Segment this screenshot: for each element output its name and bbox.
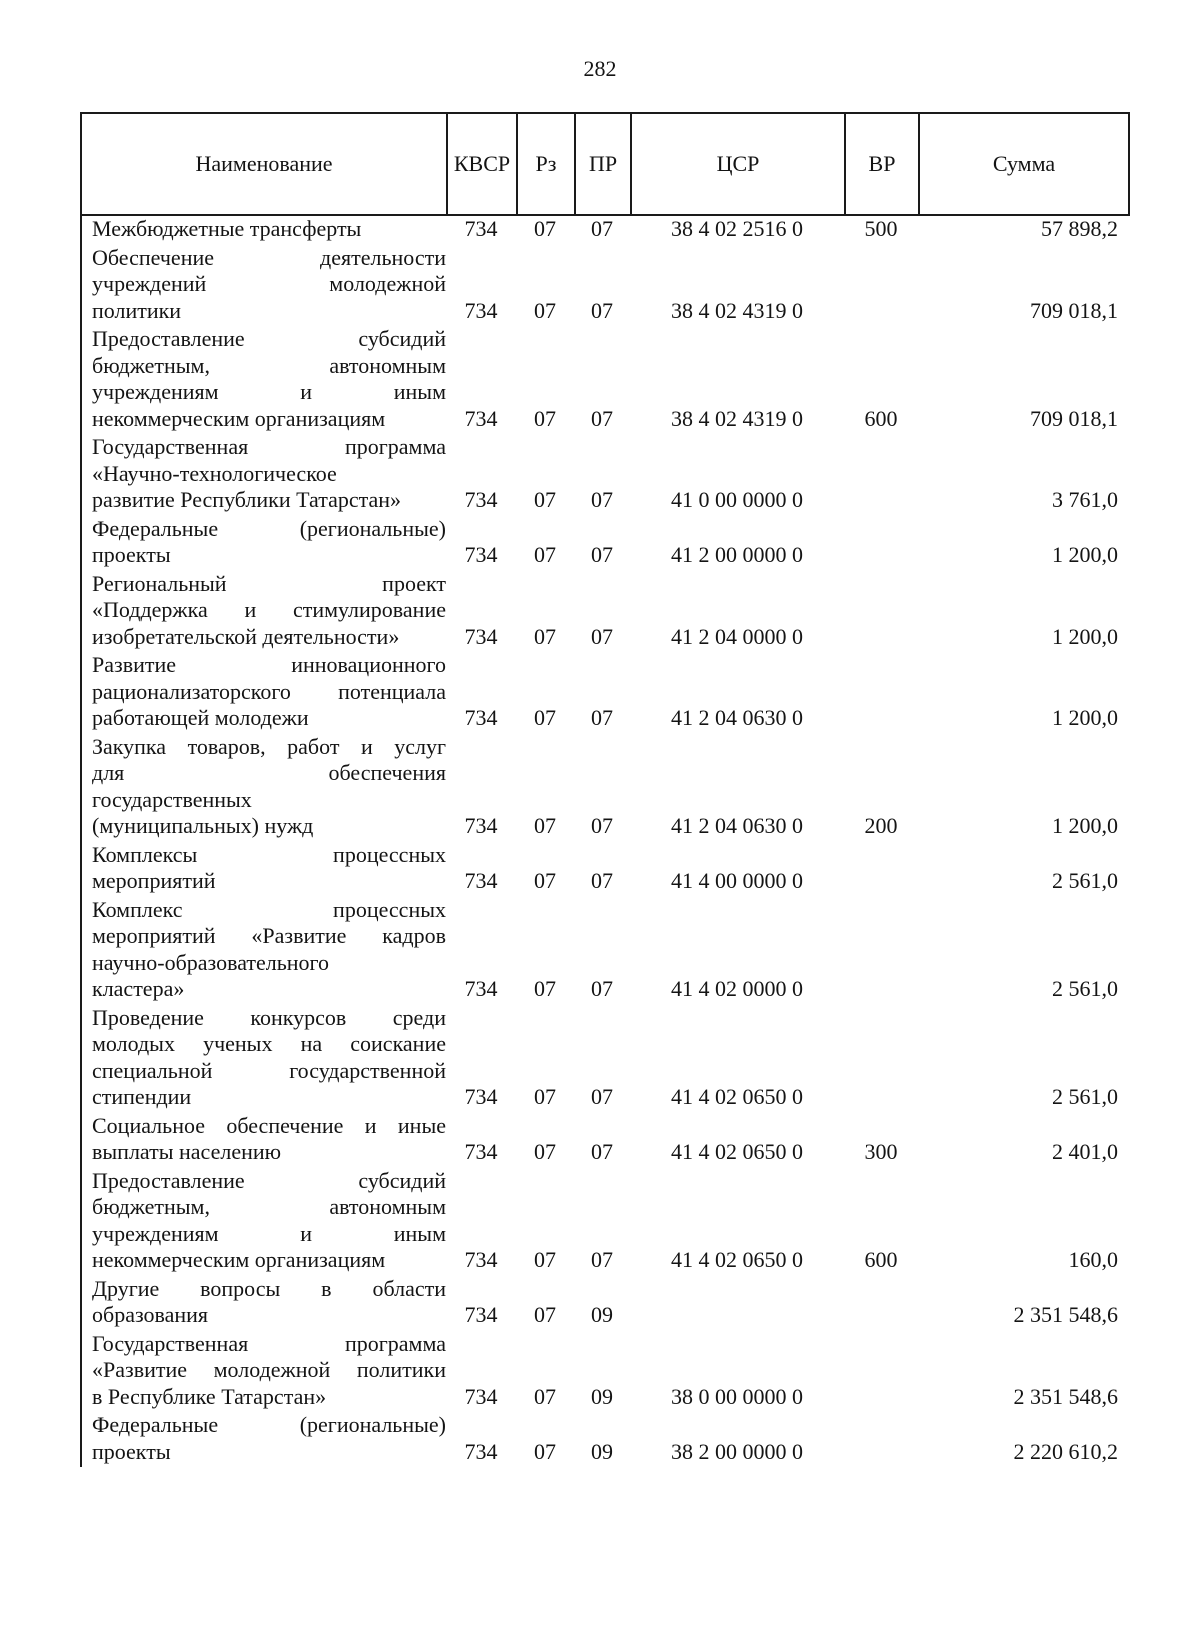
row-sum: 2 351 548,6 — [1013, 1383, 1118, 1409]
row-name-line: мероприятий — [92, 868, 216, 893]
row-name-line: Проведение конкурсов среди — [92, 1004, 446, 1030]
row-name-line: рационализаторского потенциала — [92, 678, 446, 704]
row-name — [82, 1276, 446, 1329]
row-csr: 41 4 02 0650 0 — [671, 1139, 803, 1164]
row-csr: 41 4 02 0650 0 — [671, 1084, 803, 1109]
row-name-line: Развитие инновационного — [92, 652, 446, 677]
row-sum: 57 898,2 — [1041, 216, 1118, 241]
row-pr: 07 — [591, 705, 613, 730]
row-csr: 38 2 00 0000 0 — [671, 1438, 803, 1464]
row-pr: 07 — [591, 405, 613, 431]
row-name — [82, 434, 446, 514]
row-csr: 38 4 02 4319 0 — [671, 405, 803, 431]
row-name-line: Предоставление субсидий — [92, 1167, 446, 1193]
row-name-line: для обеспечения — [92, 760, 446, 785]
row-name — [82, 1168, 446, 1274]
table-header — [80, 112, 1130, 216]
row-pr: 07 — [591, 1247, 613, 1272]
row-sum: 3 761,0 — [1052, 487, 1118, 512]
row-rz: 07 — [534, 1139, 556, 1164]
row-name — [82, 245, 446, 325]
row-kvsr: 734 — [464, 705, 498, 730]
header-rz: Рз — [516, 114, 574, 214]
row-name-line: «Развитие молодежной политики — [92, 1357, 446, 1382]
table-row — [82, 571, 1132, 653]
row-kvsr: 734 — [464, 1438, 498, 1464]
row-csr: 41 2 04 0630 0 — [671, 813, 803, 838]
row-name-line: молодых ученых на соискание — [92, 1031, 446, 1056]
row-rz: 07 — [534, 216, 556, 241]
row-name-line: Государственная программа — [92, 1330, 446, 1356]
table-row — [82, 245, 1132, 327]
row-name-line: Комплекс процессных — [92, 896, 446, 922]
row-rz: 07 — [534, 976, 556, 1001]
row-name-line: Федеральные (региональные) — [92, 515, 446, 541]
row-rz: 07 — [534, 405, 556, 431]
row-name-line: Комплексы процессных — [92, 841, 446, 867]
page-number: 282 — [583, 56, 617, 81]
row-name-line: Региональный проект — [92, 570, 446, 596]
row-csr: 41 4 02 0000 0 — [671, 976, 803, 1001]
row-csr: 38 0 00 0000 0 — [671, 1383, 803, 1409]
header-pr: ПР — [574, 114, 630, 214]
row-name-line: проекты — [92, 542, 171, 567]
row-name-line: учреждениям и иным — [92, 1220, 446, 1246]
row-name — [82, 216, 446, 243]
row-kvsr: 734 — [464, 623, 498, 649]
table-row — [82, 1276, 1132, 1331]
row-name-line: образования — [92, 1302, 209, 1327]
table-row — [82, 216, 1132, 245]
row-pr: 07 — [591, 623, 613, 649]
row-name-line: работающей молодежи — [92, 705, 309, 730]
row-rz: 07 — [534, 1438, 556, 1464]
row-sum: 160,0 — [1068, 1247, 1118, 1272]
row-sum: 2 351 548,6 — [1013, 1302, 1118, 1327]
row-name-line: «Поддержка и стимулирование — [92, 597, 446, 622]
row-pr: 07 — [591, 976, 613, 1001]
row-rz: 07 — [534, 1302, 556, 1327]
row-sum: 2 561,0 — [1052, 1084, 1118, 1109]
row-sum: 1 200,0 — [1052, 705, 1118, 730]
row-name-line: государственных — [92, 786, 252, 812]
row-kvsr: 734 — [464, 1302, 498, 1327]
row-pr: 09 — [591, 1383, 613, 1409]
header-name: Наименование — [195, 151, 333, 176]
row-sum: 709 018,1 — [1030, 297, 1118, 323]
row-name-line: выплаты населению — [92, 1139, 282, 1164]
header-sum: Сумма — [918, 114, 1128, 214]
row-name-line: Государственная программа — [92, 434, 446, 459]
row-name — [82, 897, 446, 1003]
row-sum: 2 220 610,2 — [1013, 1438, 1118, 1464]
row-name-line: Закупка товаров, работ и услуг — [92, 733, 446, 759]
row-rz: 07 — [534, 813, 556, 838]
table-row — [82, 842, 1132, 897]
header-csr: ЦСР — [630, 114, 844, 214]
row-sum: 1 200,0 — [1052, 542, 1118, 567]
table-row — [82, 1412, 1132, 1467]
row-rz: 07 — [534, 542, 556, 567]
row-name-line: в Республике Татарстан» — [92, 1383, 327, 1409]
row-pr: 07 — [591, 868, 613, 893]
row-name-line: бюджетным, автономным — [92, 352, 446, 378]
row-name — [82, 571, 446, 651]
row-csr: 41 2 04 0000 0 — [671, 623, 803, 649]
row-pr: 09 — [591, 1438, 613, 1464]
row-name-line: кластера» — [92, 976, 185, 1001]
table-row — [82, 1005, 1132, 1113]
row-name-line: Обеспечение деятельности — [92, 244, 446, 270]
row-vr: 600 — [864, 1247, 898, 1272]
row-name-line: специальной государственной — [92, 1057, 446, 1083]
row-name — [82, 1331, 446, 1411]
row-csr: 41 0 00 0000 0 — [671, 487, 803, 512]
row-rz: 07 — [534, 705, 556, 730]
row-name — [82, 652, 446, 732]
table-row — [82, 326, 1132, 434]
row-name-line: Федеральные (региональные) — [92, 1412, 446, 1437]
row-name-line: политики — [92, 297, 182, 323]
row-rz: 07 — [534, 1084, 556, 1109]
row-sum: 1 200,0 — [1052, 813, 1118, 838]
row-kvsr: 734 — [464, 487, 498, 512]
row-kvsr: 734 — [464, 542, 498, 567]
row-kvsr: 734 — [464, 868, 498, 893]
row-sum: 1 200,0 — [1052, 623, 1118, 649]
row-pr: 07 — [591, 216, 613, 241]
header-vr: ВР — [844, 114, 918, 214]
row-name — [82, 516, 446, 569]
table-row — [82, 734, 1132, 842]
row-name-line: некоммерческим организациям — [92, 1247, 386, 1272]
budget-table-body — [80, 216, 1132, 1467]
row-kvsr: 734 — [464, 813, 498, 838]
row-vr: 200 — [864, 813, 898, 838]
row-name — [82, 326, 446, 432]
row-kvsr: 734 — [464, 976, 498, 1001]
row-name-line: Другие вопросы в области — [92, 1275, 446, 1301]
row-kvsr: 734 — [464, 405, 498, 431]
row-vr: 500 — [864, 216, 898, 241]
row-pr: 07 — [591, 542, 613, 567]
row-name-line: Социальное обеспечение и иные — [92, 1112, 446, 1138]
table-row — [82, 1113, 1132, 1168]
row-csr: 41 4 02 0650 0 — [671, 1247, 803, 1272]
row-rz: 07 — [534, 868, 556, 893]
row-name-line: развитие Республики Татарстан» — [92, 487, 402, 512]
row-name — [82, 842, 446, 895]
table-row — [82, 652, 1132, 734]
row-name-line: учреждений молодежной — [92, 271, 446, 296]
table-row — [82, 434, 1132, 516]
row-name-line: мероприятий «Развитие кадров — [92, 923, 446, 948]
row-vr: 600 — [864, 405, 898, 431]
row-rz: 07 — [534, 487, 556, 512]
row-sum: 2 401,0 — [1052, 1139, 1118, 1164]
row-name-line: стипендии — [92, 1084, 192, 1109]
row-name-line: учреждениям и иным — [92, 379, 446, 404]
row-name — [82, 1412, 446, 1465]
row-rz: 07 — [534, 1383, 556, 1409]
row-name-line: изобретательской деятельности» — [92, 623, 400, 649]
row-rz: 07 — [534, 297, 556, 323]
row-pr: 07 — [591, 1139, 613, 1164]
table-row — [82, 1168, 1132, 1276]
row-kvsr: 734 — [464, 1084, 498, 1109]
row-sum: 2 561,0 — [1052, 976, 1118, 1001]
row-name-line: бюджетным, автономным — [92, 1194, 446, 1219]
row-csr: 41 2 04 0630 0 — [671, 705, 803, 730]
row-kvsr: 734 — [464, 1139, 498, 1164]
row-name — [82, 1113, 446, 1166]
row-pr: 07 — [591, 297, 613, 323]
table-row — [82, 897, 1132, 1005]
row-name — [82, 734, 446, 840]
row-kvsr: 734 — [464, 1247, 498, 1272]
row-csr: 41 4 00 0000 0 — [671, 868, 803, 893]
row-vr: 300 — [864, 1139, 898, 1164]
table-row — [82, 516, 1132, 571]
row-name-line: (муниципальных) нужд — [92, 813, 314, 838]
row-name — [82, 1005, 446, 1111]
row-sum: 709 018,1 — [1030, 405, 1118, 431]
row-rz: 07 — [534, 1247, 556, 1272]
row-csr: 38 4 02 4319 0 — [671, 297, 803, 323]
row-sum: 2 561,0 — [1052, 868, 1118, 893]
row-pr: 07 — [591, 487, 613, 512]
row-csr: 41 2 00 0000 0 — [671, 542, 803, 567]
row-name-line: научно-образовательного — [92, 949, 330, 975]
row-name-line: Предоставление субсидий — [92, 326, 446, 351]
row-kvsr: 734 — [464, 297, 498, 323]
row-pr: 07 — [591, 813, 613, 838]
row-pr: 07 — [591, 1084, 613, 1109]
row-pr: 09 — [591, 1302, 613, 1327]
row-kvsr: 734 — [464, 1383, 498, 1409]
header-kvsr: КВСР — [446, 114, 516, 214]
row-csr: 38 4 02 2516 0 — [671, 216, 803, 241]
row-name-line: проекты — [92, 1438, 171, 1464]
row-name-line: Межбюджетные трансферты — [92, 216, 362, 241]
table-row — [82, 1331, 1132, 1413]
row-kvsr: 734 — [464, 216, 498, 241]
row-rz: 07 — [534, 623, 556, 649]
row-name-line: «Научно-технологическое — [92, 460, 337, 486]
row-name-line: некоммерческим организациям — [92, 405, 386, 431]
